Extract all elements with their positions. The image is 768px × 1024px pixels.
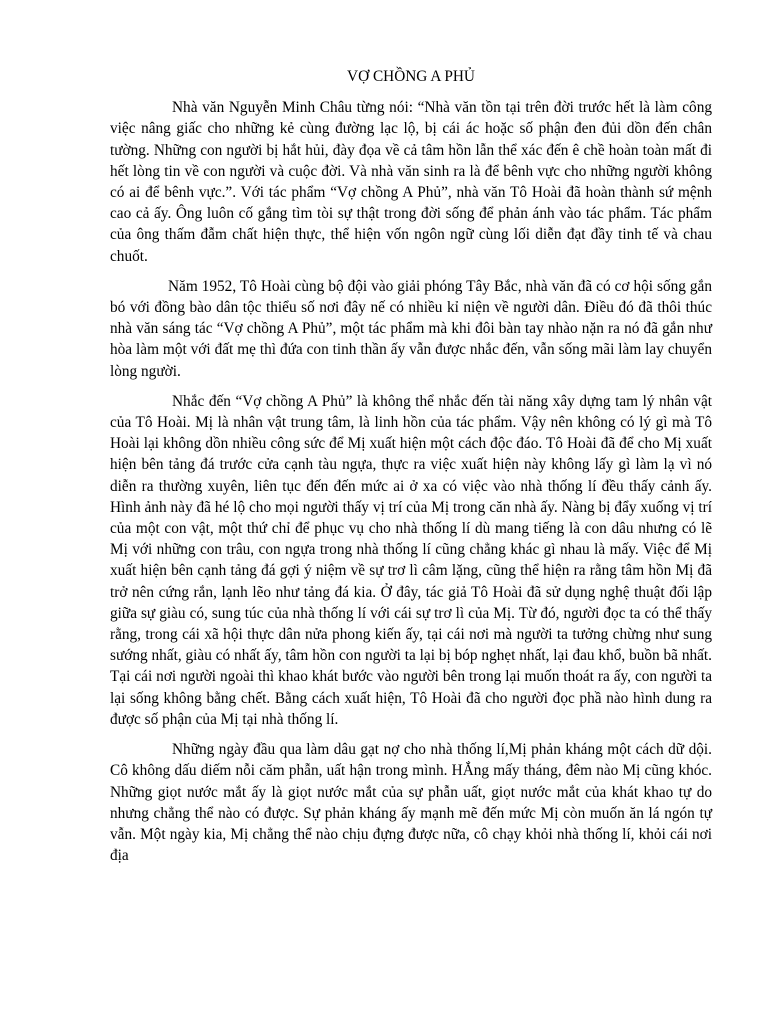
paragraph-3: Nhắc đến “Vợ chồng A Phủ” là không thể nhắc đến tài năng xây dựng tam lý nhân vật của Tô Hoài. Mị là nhân vật trung tâm, là linh hồn của tác phẩm. Vậy nên không có lý gì mà Tô Hoài lại không dồn nhiều công sức để Mị xuất hiện một cách độc đáo. Tô Hoài đã để cho Mị xuất hiện bên tảng đá trước cửa cạnh tàu ngựa, thực ra việc xuất hiện này không lấy gì làm lạ vì nó diễn ra thường xuyên, liên tục đến đến mức ai ở xa có việc vào nhà thống lí đều thấy cảnh ấy. Hình ảnh này đã hé lộ cho mọi người thấy vị trí của Mị trong căn nhà ấy. Nàng bị đẩy xuống vị trí của một con vật, một thứ chỉ để phục vụ cho nhà thống lí dù mang tiếng là con dâu nhưng có lẽ Mị với những con trâu, con ngựa trong nhà thống lí cũng chẳng khác gì nhau là mấy. Việc để Mị xuất hiện bên cạnh tảng đá gợi ý niệm về sự trơ lì câm lặng, cũng thể hiện ra rằng tâm hồn Mị đã trở nên cứng rắn, lạnh lẽo như tảng đá kia. Ở đây, tác giả Tô Hoài đã sử dụng nghệ thuật đối lập giữa sự giàu có, sung túc của nhà thống lí với cái sự trơ lì của Mị. Từ đó, người đọc ta có thể thấy rằng, trong cái xã hội thực dân nửa phong kiến ấy, tại cái nơi mà người ta tưởng chừng như sung sướng nhất, giàu có nhất ấy, tâm hồn con người ta lại bị bóp nghẹt nhất, lại đau khổ, buồn bã nhất. Tại cái nơi người ngoài thì khao khát bước vào người bên trong lại muốn thoát ra ấy, con người ta lại sống không bằng chết. Bằng cách xuất hiện, Tô Hoài đã cho người đọc phầ nào hình dung ra được số phận của Mị tại nhà thống lí. (110, 392, 712, 728)
paragraph-1: Nhà văn Nguyễn Minh Châu từng nói: “Nhà văn tồn tại trên đời trước hết là làm công việc nâng giấc cho những kẻ cùng đường lạc lộ, bị cái ác hoặc số phận đen đủi dồn đến chân tường. Những con người bị hắt hủi, đày đọa về cả tâm hồn lẫn thể xác đến ê chề hoàn toàn mất đi hết lòng tin về con người và cuộc đời. Và nhà văn sinh ra là để bênh vực cho những người không có ai để bênh vực.”. Với tác phẩm “Vợ chồng A Phủ”, nhà văn Tô Hoài đã hoàn thành sứ mệnh cao cả ấy. Ông luôn cố gắng tìm tòi sự thật trong đời sống để phản ánh vào tác phẩm. Tác phẩm của ông thấm đẫm chất hiện thực, thể hiện vốn ngôn ngữ cùng lối diễn đạt đầy tinh tế và chau chuốt. (110, 99, 712, 265)
document-title: VỢ CHỒNG A PHỦ (347, 68, 475, 85)
paragraph-2: Năm 1952, Tô Hoài cùng bộ đội vào giải phóng Tây Bắc, nhà văn đã có cơ hội sống gắn bó với đồng bào dân tộc thiểu số nơi đây nế có nhiều kỉ niện về người dân. Điều đó đã thôi thúc nhà văn sáng tác “Vợ chồng A Phủ”, một tác phẩm mà khi đôi bàn tay nhào nặn ra nó đã gắn như hòa làm một với đất mẹ thì đứa con tinh thần ấy vẫn được nhắc đến, vẫn sống mãi làm lay chuyển lòng người. (110, 277, 712, 380)
paragraph-4: Những ngày đầu qua làm dâu gạt nợ cho nhà thống lí,Mị phản kháng một cách dữ dội. Cô không dấu diếm nỗi căm phẫn, uất hận trong mình. HẮng mấy tháng, đêm nào Mị cũng khóc. Những giọt nước mắt ấy là giọt nước mắt của sự phẫn uất, giọt nước mắt của khát khao tự do nhưng chẳng thể nào có được. Sự phản kháng ấy mạnh mẽ đến mức Mị còn muốn ăn lá ngón tự vẫn. Một ngày kia, Mị chẳng thể nào chịu đựng được nữa, cô chạy khỏi nhà thống lí, khỏi cái nơi địa (110, 741, 712, 865)
document-page (110, 66, 712, 875)
